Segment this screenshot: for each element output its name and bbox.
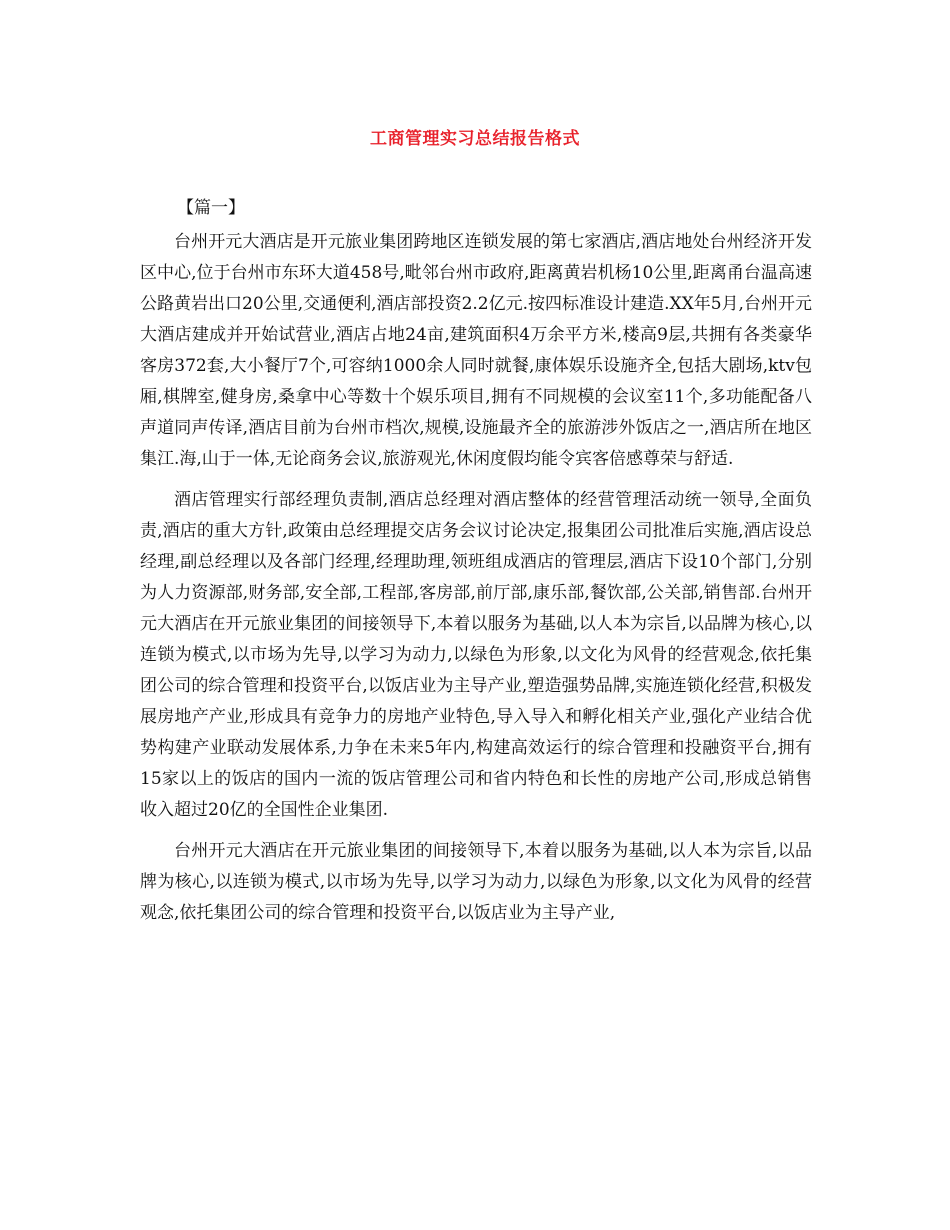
paragraph-3: 台州开元大酒店在开元旅业集团的间接领导下,本着以服务为基础,以人本为宗旨,以品牌为核心,以连锁为模式,以市场为先导,以学习为动力,以绿色为形象,以文化为风骨的经营观念,依托集团公司的综合管理和投资平台,以饭店业为主导产业,: [140, 841, 812, 923]
paragraph-1: 台州开元大酒店是开元旅业集团跨地区连锁发展的第七家酒店,酒店地处台州经济开发区中心,位于台州市东环大道458号,毗邻台州市政府,距离黄岩机杨10公里,距离甬台温高速公路黄岩出口20公里,交通便利,酒店部投资2.2亿元.按四标准设计建造.XX年5月,台州开元大酒店建成并开始试营业,酒店占地24亩,建筑面积4万余平方米,楼高9层,共拥有各类豪华客房372套,大小餐厅7个,可容纳1000余人同时就餐,康体娱乐设施齐全,包括大剧场,ktv包厢,棋牌室,健身房,桑拿中心等数十个娱乐项目,拥有不同规模的会议室11个,多功能配备八声道同声传译,酒店目前为台州市档次,规模,设施最齐全的旅游涉外饭店之一,酒店所在地区集江.海,山于一体,无论商务会议,旅游观光,休闲度假均能令宾客倍感尊荣与舒适.: [140, 232, 812, 469]
paragraph-2: 酒店管理实行部经理负责制,酒店总经理对酒店整体的经营管理活动统一领导,全面负责,酒店的重大方针,政策由总经理提交店务会议讨论决定,报集团公司批准后实施,酒店设总经理,副总经理以及各部门经理,经理助理,领班组成酒店的管理层,酒店下设10个部门,分别为人力资源部,财务部,安全部,工程部,客房部,前厅部,康乐部,餐饮部,公关部,销售部.台州开元大酒店在开元旅业集团的间接领导下,本着以服务为基础,以人本为宗旨,以品牌为核心,以连锁为模式,以市场为先导,以学习为动力,以绿色为形象,以文化为风骨的经营观念,依托集团公司的综合管理和投资平台,以饭店业为主导产业,塑造强势品牌,实施连锁化经营,积极发展房地产产业,形成具有竞争力的房地产业特色,导入导入和孵化相关产业,强化产业结合优势构建产业联动发展体系,力争在未来5年内,构建高效运行的综合管理和投融资平台,拥有15家以上的饭店的国内一流的饭店管理公司和省内特色和长性的房地产公司,形成总销售收入超过20亿的全国性企业集团.: [140, 490, 812, 820]
document-title: 工商管理实习总结报告格式: [370, 129, 580, 149]
section-label: 【篇一】: [177, 198, 245, 218]
document-body: [140, 227, 812, 939]
